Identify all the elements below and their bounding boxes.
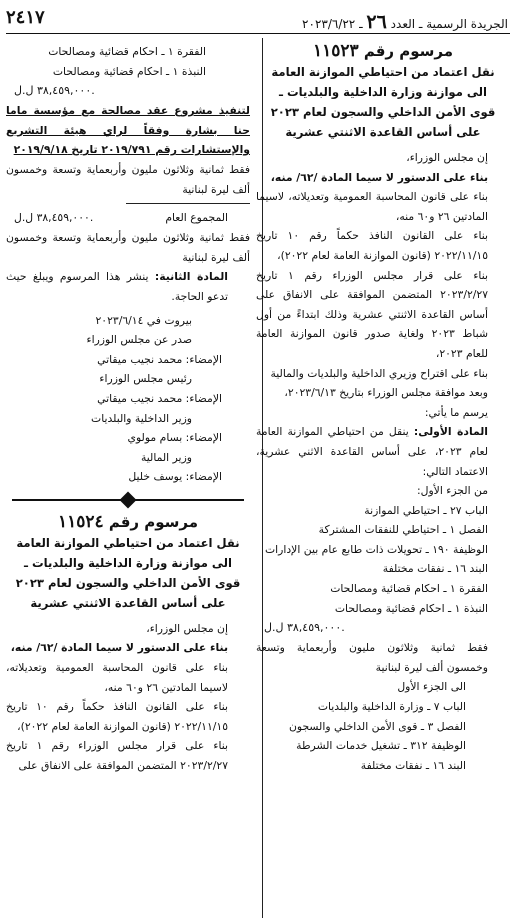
based-council-decision: بناء على قرار مجلس الوزراء رقم ١ تاريخ ٢٠٢٣/٢/٢٧ المتضمن الموافقة على الانفاق على أساس القاعدة الاثنتي عشرية وذلك ابتداءً من أول شباط ٢٠٢٣ ولغاية صدور قانون الموازنة العامة للعام ٢٠٢٣، [256,268,488,360]
purpose: لتنفيذ مشروع عقد مصالحة مع مؤسسة ماما حنا بشارة وفقاً لراي هيئة التشريع والإستشارات رقم ٢٠١٩/٧٩١ تاريخ ٢٠١٩/٩/١٨ [6,104,250,157]
from-item: البند ١٦ ـ نفقات مختلفة [382,562,488,576]
from-item: النبذة ١ ـ احكام قضائية ومصالحات [334,601,488,615]
article-two-label: المادة الثانية: [154,270,229,284]
to-item-cont: النبذة ١ ـ احكام قضائية ومصالحات [52,64,206,78]
amount-in-words: فقط ثمانية وثلاثون مليون وأربعماية وتسعة وخمسون ألف ليرة لبنانية [6,162,250,196]
transfer-amount [256,618,510,638]
proposal: بناء على اقتراح وزيري الداخلية والبلديات والمالية [270,366,488,380]
transfer-amount-value: ٣٨,٤٥٩,٠٠٠ ل.ل. [264,621,345,635]
decree-subject-line: الى موازنة وزارة الداخلية والبلديات ـ [24,555,232,570]
based-budget-law: بناء على القانون النافذ حكماً رقم ١٠ تاريخ ٢٠٢٢/١١/١٥ (قانون الموازنة العامة لعام ٢٠٢٢)، [256,229,488,262]
to-item: الفصل ٣ ـ قوى الأمن الداخلي والسجون [288,719,466,733]
decree-subject-line: نقل اعتماد من احتياطي الموازنة العامة [16,535,240,550]
decree-number: ١١٥٢٣ [312,41,359,61]
signature-title: وزير الداخلية والبلديات [91,411,192,425]
header-rule [6,33,510,34]
decree-title [256,40,510,62]
decree-subject-line: قوى الأمن الداخلي والسجون لعام ٢٠٢٣ [270,105,496,119]
article-one-label: المادة الأولى: [413,425,489,439]
article-one-text: ينقل من احتياطي الموازنة العامة لعام ٢٠٢٣، على أساس القاعدة الاثني عشرية، الاعتماد التالي: [256,425,488,478]
signature-name: الإمضاء: بسام مولوي [127,431,222,445]
article-two-text: ينشر هذا المرسوم ويبلغ حيث تدعو الحاجة. [6,270,228,303]
decree-subject-line: الى موازنة وزارة الداخلية والبلديات ـ [279,85,487,99]
based-accounting-law: بناء على قانون المحاسبة العمومية وتعديلاته، لاسيما المادتين ٢٦ و٦٠ منه، [256,190,488,223]
transfer-amount-value: ٣٨,٤٥٩,٠٠٠ ل.ل. [14,84,95,98]
issuer: إن مجلس الوزراء، [406,151,488,164]
to-item: الباب ٧ ـ وزارة الداخلية والبلديات [317,700,466,714]
signature-name: الإمضاء: محمد نجيب ميقاتي [97,352,222,366]
based-constitution: بناء على الدستور لا سيما المادة /٦٢/ منه، [10,641,228,655]
based-council-decision: بناء على قرار مجلس الوزراء رقم ١ تاريخ ٢٠٢٣/٢/٢٧ المتضمن الموافقة على الانفاق على [6,739,228,773]
transfer-amount [6,81,250,101]
left-column [6,40,250,920]
to-item-cont: الفقرة ١ ـ احكام قضائية ومصالحات [48,45,206,58]
grand-total-label: المجموع العام [165,211,228,225]
page-number: ٢٤١٧ [6,7,45,28]
from-item: الفقرة ١ ـ احكام قضائية ومصالحات [330,582,488,596]
grand-total-value: ٣٨,٤٥٩,٠٠٠ ل.ل. [14,211,94,225]
signature-name: الإمضاء: محمد نجيب ميقاتي [97,391,222,405]
approval: وبعد موافقة مجلس الوزراء بتاريخ ٢٠٢٣/٦/١٣، [284,386,488,400]
signature-name: الإمضاء: يوسف خليل [128,470,222,484]
decree-title-prefix: مرسوم رقم [108,512,199,531]
decree-subject-line: نقل اعتماد من احتياطي الموازنة العامة [271,65,495,79]
total-rule [126,203,250,204]
grand-total [6,208,250,228]
decree-subject-line: على أساس القاعدة الاثنتي عشرية [285,125,481,139]
to-item: الوظيفة ٣١٢ ـ تشغيل خدمات الشرطة [296,739,466,753]
decree-number: ١١٥٢٤ [57,511,104,532]
issue-number: ٢٦ [366,11,387,33]
article-two [6,267,250,306]
place-date: بيروت في ٢٠٢٣/٦/١٤ [95,313,192,327]
gazette-title [302,11,508,33]
decree-subject-line: على أساس القاعدة الاثنتي عشرية [30,595,226,610]
from-item: الوظيفة ١٩٠ ـ تحويلات ذات طابع عام بين الإدارات [264,542,488,556]
page-header [0,0,516,34]
amount-in-words: فقط ثمانية وثلاثون مليون وأربعماية وتسعة وخمسون ألف ليرة لبنانية [256,641,488,674]
from-item: الباب ٢٧ ـ احتياطي الموازنة [364,503,488,517]
decrees-statement: يرسم ما يأتي: [424,405,488,419]
issuer: إن مجلس الوزراء، [146,621,228,635]
right-column [256,40,510,920]
decree-subject-line: قوى الأمن الداخلي والسجون لعام ٢٠٢٣ [15,575,241,590]
from-item: الفصل ١ ـ احتياطي للنفقات المشتركة [318,523,488,537]
based-accounting-law: بناء على قانون المحاسبة العمومية وتعديلاته، لاسيما المادتين ٢٦ و٦٠ منه، [6,661,228,694]
total-in-words: فقط ثمانية وثلاثون مليون وأربعماية وتسعة وخمسون ألف ليرة لبنانية [6,231,250,264]
decree-title [6,511,250,533]
gazette-name: الجريدة الرسمية ـ العدد [390,17,508,31]
to-part: الى الجزء الأول [397,680,466,694]
to-item: البند ١٦ ـ نفقات مختلفة [360,758,466,772]
signature-title: رئيس مجلس الوزراء [99,372,192,386]
signature-title: صدر عن مجلس الوزراء [86,333,192,347]
based-constitution: بناء على الدستور لا سيما المادة /٦٢/ منه، [270,170,488,184]
decree-title-prefix: مرسوم رقم [363,42,454,60]
issue-date: ـ ٢٠٢٣/٦/٢٢ [302,17,363,31]
from-part: من الجزء الأول: [416,484,488,498]
article-one [256,422,510,481]
signature-title: وزير المالية [141,450,192,464]
decree-separator [6,493,250,507]
based-budget-law: بناء على القانون النافذ حكماً رقم ١٠ تاريخ ٢٠٢٢/١١/١٥ (قانون الموازنة العامة لعام ٢٠٢٢)، [6,700,229,733]
